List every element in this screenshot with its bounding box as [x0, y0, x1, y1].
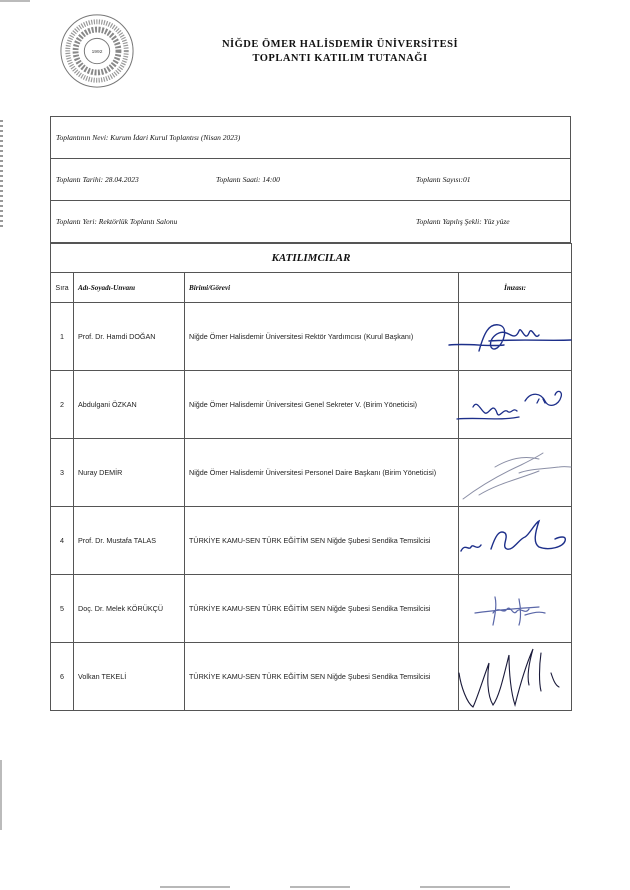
signature-6: [459, 643, 572, 710]
row-order: 6: [51, 643, 74, 711]
university-logo: [58, 12, 136, 90]
col-order: Sıra: [51, 273, 74, 303]
signature-cell: [459, 575, 572, 643]
university-name: NİĞDE ÖMER HALİSDEMİR ÜNİVERSİTESİ: [221, 39, 459, 50]
scan-artifact-bottom: [160, 886, 230, 888]
row-order: 1: [51, 303, 74, 371]
table-row: [51, 371, 572, 439]
signature-cell: [459, 303, 572, 371]
row-name: Volkan TEKELİ: [74, 643, 185, 711]
row-unit: Niğde Ömer Halisdemir Üniversitesi Rektör Yardımcısı (Kurul Başkanı): [185, 303, 459, 371]
table-row: [51, 643, 572, 711]
row-order: 5: [51, 575, 74, 643]
meeting-info-table: [50, 116, 571, 243]
row-name: Doç. Dr. Melek KÖRÜKÇÜ: [74, 575, 185, 643]
signature-4: [459, 507, 572, 574]
row-name: Prof. Dr. Hamdi DOĞAN: [74, 303, 185, 371]
meeting-date: Toplantı Tarihi: 28.04.2023: [51, 159, 212, 201]
row-name: Nuray DEMİR: [74, 439, 185, 507]
meeting-type: Toplantının Nevi: Kurum İdari Kurul Toplantısı (Nisan 2023): [51, 117, 571, 159]
signature-cell: [459, 507, 572, 575]
row-order: 3: [51, 439, 74, 507]
row-unit: Niğde Ömer Halisdemir Üniversitesi Personel Daire Başkanı (Birim Yöneticisi): [185, 439, 459, 507]
table-row: [51, 507, 572, 575]
signature-3: [459, 439, 572, 506]
row-unit: TÜRKİYE KAMU-SEN TÜRK EĞİTİM SEN Niğde Şubesi Sendika Temsilcisi: [185, 507, 459, 575]
participants-title: KATILIMCILAR: [51, 244, 572, 273]
col-name: Adı-Soyadı-Unvanı: [74, 273, 185, 303]
scan-artifact-left-lower: [0, 760, 2, 830]
row-order: 4: [51, 507, 74, 575]
signature-5: [459, 575, 572, 642]
meeting-time: Toplantı Saati: 14:00: [211, 159, 411, 201]
signature-cell: [459, 643, 572, 711]
signature-1: [459, 303, 572, 370]
row-unit: TÜRKİYE KAMU-SEN TÜRK EĞİTİM SEN Niğde Şubesi Sendika Temsilcisi: [185, 575, 459, 643]
participants-table: [50, 243, 572, 711]
row-unit: Niğde Ömer Halisdemir Üniversitesi Genel Sekreter V. (Birim Yöneticisi): [185, 371, 459, 439]
row-name: Abdulgani ÖZKAN: [74, 371, 185, 439]
table-row: [51, 439, 572, 507]
table-row: [51, 575, 572, 643]
scan-artifact-bottom: [420, 886, 510, 888]
meeting-format: Toplantı Yapılış Şekli: Yüz yüze: [411, 201, 571, 243]
signature-2: [459, 371, 572, 438]
signature-cell: [459, 371, 572, 439]
table-row: [51, 303, 572, 371]
signature-cell: [459, 439, 572, 507]
scan-artifact-bottom: [290, 886, 350, 888]
row-name: Prof. Dr. Mustafa TALAS: [74, 507, 185, 575]
document-header: [160, 38, 520, 66]
document-title: TOPLANTI KATILIM TUTANAĞI: [252, 53, 428, 64]
logo-year: 1992: [91, 49, 103, 55]
row-order: 2: [51, 371, 74, 439]
scan-artifact-left: [0, 120, 3, 230]
meeting-place: Toplantı Yeri: Rektörlük Toplantı Salonu: [51, 201, 412, 243]
row-unit: TÜRKİYE KAMU-SEN TÜRK EĞİTİM SEN Niğde Şubesi Sendika Temsilcisi: [185, 643, 459, 711]
col-signature: İmzası:: [459, 273, 572, 303]
meeting-count: Toplantı Sayısı:01: [411, 159, 571, 201]
scan-artifact-top: [0, 0, 30, 2]
col-unit: Birimi/Görevi: [185, 273, 459, 303]
